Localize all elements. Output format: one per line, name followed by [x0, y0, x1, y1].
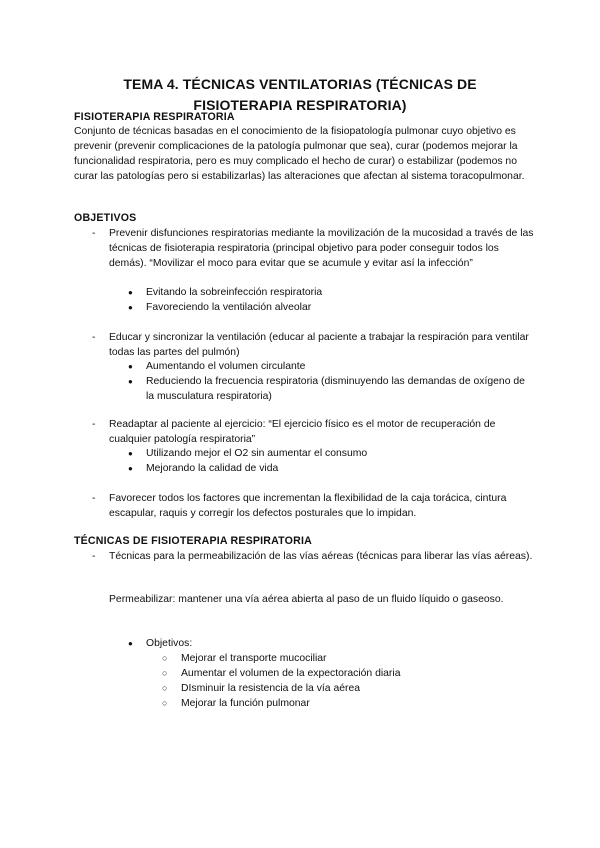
list-dash: -: [92, 551, 96, 562]
objetivo-subitem: Evitando la sobreinfección respiratoria: [146, 287, 323, 298]
bullet: ●: [128, 464, 133, 473]
section-heading-objetivos: OBJETIVOS: [74, 212, 137, 224]
bullet: ●: [128, 449, 133, 458]
list-dash: -: [92, 228, 96, 239]
objetivo-tecnica: DIsminuir la resistencia de la vía aérea: [181, 683, 361, 694]
objetivo-item-2: Educar y sincronizar la ventilación (educar al paciente a trabajar la respiración para ventilar todas las partes del pulmón): [109, 332, 529, 358]
objetivo-subitem: Favoreciendo la ventilación alveolar: [146, 302, 312, 313]
tecnicas-item: Técnicas para la permeabilización de las vías aéreas (técnicas para liberar las vías aéreas).: [109, 551, 533, 562]
objetivo-item-1: Prevenir disfunciones respiratorias mediante la movilización de la mucosidad a través de las técnicas de fisioterapia respiratoria (principal objetivo para poder conseguir todos los demás). “Movilizar el moco para evitar que se acumule y evitar así la infección”: [109, 228, 534, 269]
section-paragraph-fisioterapia: Conjunto de técnicas basadas en el conocimiento de la fisiopatología pulmonar cuyo objetivo es prevenir (prevenir complicaciones de la patología pulmonar que sea), curar (podemos mejorar la funcionalidad respiratoria, pero es muy complicado el hecho de curar) o estabilizar (podemos no curar las patologías pero si estabilizarlas) las alteraciones que afectan al sistema toracopulmonar.: [74, 126, 525, 182]
objetivo-subitem: Reduciendo la frecuencia respiratoria (disminuyendo las demandas de oxígeno de la musculatura respiratoria): [146, 376, 525, 402]
objetivo-item-3: Readaptar al paciente al ejercicio: “El ejercicio físico es el motor de recuperación de cualquier patología respiratoria”: [109, 419, 496, 445]
circle-bullet: ○: [162, 683, 168, 693]
page-title: TEMA 4. TÉCNICAS VENTILATORIAS (TÉCNICAS DE FISIOTERAPIA RESPIRATORIA): [123, 76, 477, 113]
objetivos-label: Objetivos:: [146, 638, 193, 649]
section-heading-fisioterapia: FISIOTERAPIA RESPIRATORIA: [74, 111, 235, 123]
objetivo-subitem: Mejorando la calidad de vida: [146, 463, 279, 474]
objetivo-tecnica: Mejorar el transporte mucociliar: [181, 653, 327, 664]
objetivo-tecnica: Aumentar el volumen de la expectoración diaria: [181, 668, 401, 679]
list-dash: -: [92, 493, 96, 504]
list-dash: -: [92, 419, 96, 430]
circle-bullet: ○: [162, 668, 168, 678]
bullet: ●: [128, 288, 133, 297]
definition-permeabilizar: Permeabilizar: mantener una vía aérea abierta al paso de un fluido líquido o gaseoso.: [109, 594, 504, 605]
objetivo-subitem: Utilizando mejor el O2 sin aumentar el consumo: [146, 448, 368, 459]
objetivo-tecnica: Mejorar la función pulmonar: [181, 698, 310, 709]
circle-bullet: ○: [162, 653, 168, 663]
list-dash: -: [92, 332, 96, 343]
bullet: ●: [128, 639, 133, 648]
bullet: ●: [128, 362, 133, 371]
objetivo-subitem: Aumentando el volumen circulante: [146, 361, 306, 372]
bullet: ●: [128, 377, 133, 386]
section-heading-tecnicas: TÉCNICAS DE FISIOTERAPIA RESPIRATORIA: [74, 535, 312, 547]
bullet: ●: [128, 303, 133, 312]
circle-bullet: ○: [162, 698, 168, 708]
objetivo-item-4: Favorecer todos los factores que incrementan la flexibilidad de la caja torácica, cintura escapular, raquis y corregir los defectos posturales que lo impidan.: [109, 493, 507, 519]
